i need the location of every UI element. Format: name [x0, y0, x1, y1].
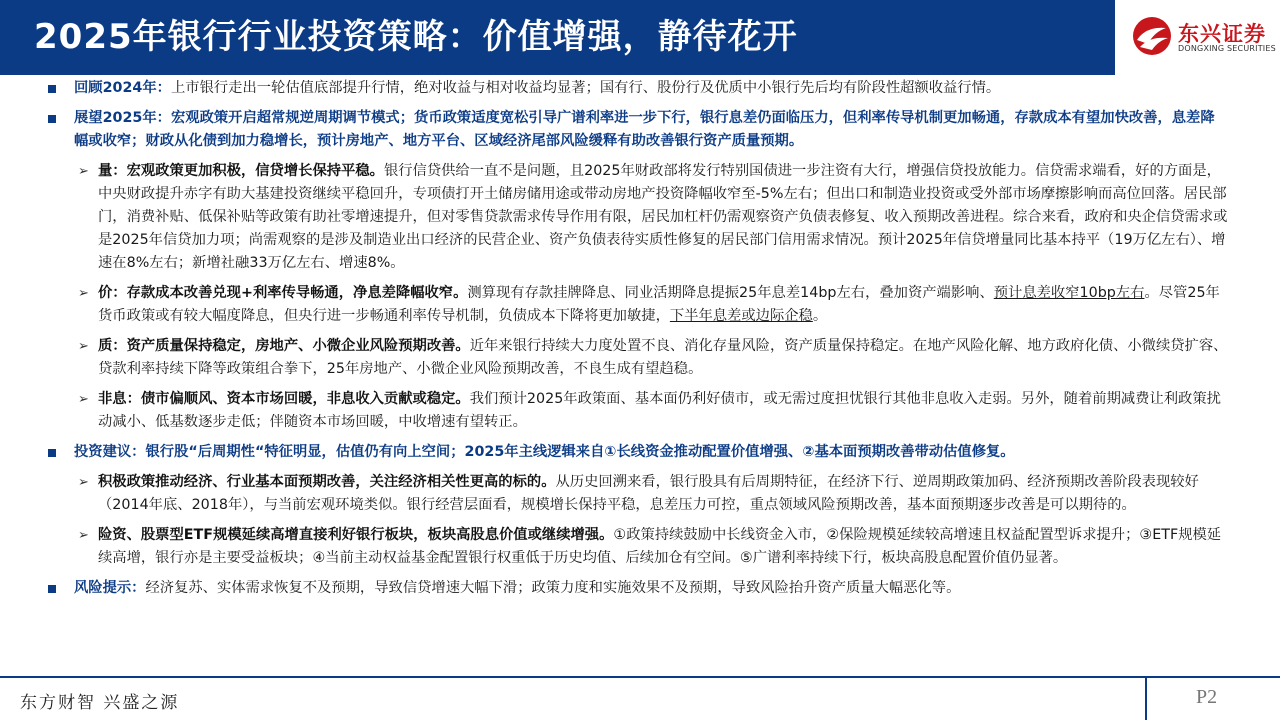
item-text: 银行信贷供给一直不是问题，且2025年财政部将发行特别国债进一步注资有大行，增强信贷投放能力。信贷需求端看，好的方面是，中央财政提升赤字有助大基建投资继续平稳回升，专项债打开土储房储用途或带动房地产投资降幅收窄至-5%左右；但出口和制造业投资或受外部市场摩擦影响而高位回落。居民部门，消费补贴、低保补贴等政策有助社零增速提升，但对零售贷款需求传导作用有限，居民加杠杆仍需观察资产负债表修复、收入预期改善进程。综合来看，政府和央企信贷需求或是2025年信贷加力项；尚需观察的是涉及制造业出口经济的民营企业、资产负债表待实质性修复的居民部门信用需求情况。预计2025年信贷增量同比基本持平（19万亿左右）、增速在8%左右；新增社融33万亿左右、增速8%。: [98, 163, 1228, 271]
advice-item-policy: [48, 471, 1228, 517]
main-content: [48, 77, 1228, 600]
advice-text: 银行股“后周期性“特征明显，估值仍有向上空间；2025年主线逻辑来自①长线资金推动配置价值增强、②基本面预期改善带动估值修复。: [145, 444, 1015, 460]
logo-name: 东兴证券: [1178, 22, 1266, 46]
item-lead: 质：资产质量保持稳定，房地产、小微企业风险预期改善。: [98, 338, 470, 354]
risk-label: 风险提示：: [74, 580, 146, 596]
arrow-bullet-icon: ➢: [78, 528, 89, 543]
section-outlook: [48, 107, 1228, 153]
square-bullet-icon: [48, 115, 56, 123]
item-text: 近年来银行持续大力度处置不良、消化存量风险，资产质量保持稳定。在地产风险化解、地方政府化债、小微续贷扩容、贷款利率持续下降等政策组合拳下，25年房地产、小微企业风险预期改善，不良生成有望趋稳。: [98, 338, 1228, 377]
logo-english: DONGXING SECURITIES: [1178, 44, 1276, 53]
arrow-bullet-icon: ➢: [78, 475, 89, 490]
item-text-underlined: 下半年息差或边际企稳: [669, 308, 813, 324]
arrow-bullet-icon: ➢: [78, 339, 89, 354]
item-text: ①政策持续鼓励中长线资金入市，②保险规模延续较高增速且权益配置型诉求提升；③ETF规模延续高增，银行亦是主要受益板块；④当前主动权益基金配置银行权重低于历史均值、后续加仓有空间。⑤广谱利率持续下行，板块高股息配置价值仍显著。: [98, 527, 1222, 566]
item-lead: 积极政策推动经济、行业基本面预期改善，关注经济相关性更高的标的。: [98, 474, 556, 490]
item-lead: 非息：债市偏顺风、资本市场回暖，非息收入贡献或稳定。: [98, 391, 470, 407]
outlook-item-noninterest: [48, 388, 1228, 434]
item-lead: 量：宏观政策更加积极，信贷增长保持平稳。: [98, 163, 384, 179]
page-title: 2025年银行行业投资策略：价值增强，静待花开: [34, 17, 798, 57]
footer-slogan: 东方财智 兴盛之源: [20, 693, 180, 713]
company-logo: [1130, 14, 1276, 62]
section-risk: [48, 577, 1228, 600]
item-lead: 险资、股票型ETF规模延续高增直接利好银行板块，板块高股息价值或继续增强。: [98, 527, 614, 543]
advice-label: 投资建议：: [74, 444, 146, 460]
square-bullet-icon: [48, 449, 56, 457]
arrow-bullet-icon: ➢: [78, 392, 89, 407]
item-lead: 价：存款成本改善兑现+利率传导畅通，净息差降幅收窄。: [98, 285, 468, 301]
square-bullet-icon: [48, 85, 56, 93]
item-text: 测算现有存款挂牌降息、同业活期降息提振25年息差14bp左右，叠加资产端影响、: [467, 285, 994, 301]
logo-mark-icon: [1132, 16, 1172, 56]
section-review: [48, 77, 1228, 100]
arrow-bullet-icon: ➢: [78, 286, 89, 301]
outlook-item-quality: [48, 335, 1228, 381]
footer-divider: [0, 676, 1280, 678]
item-text-underlined: 预计息差收窄10bp左右: [993, 285, 1145, 301]
section-advice: [48, 441, 1228, 464]
outlook-item-volume: [48, 160, 1228, 275]
footer-separator: [1145, 676, 1147, 720]
outlook-item-price: [48, 282, 1228, 328]
risk-text: 经济复苏、实体需求恢复不及预期，导致信贷增速大幅下滑；政策力度和实施效果不及预期，导致风险抬升资产质量大幅恶化等。: [145, 580, 961, 596]
review-label: 回顾2024年：: [74, 80, 171, 96]
outlook-label: 展望2025年：: [74, 110, 171, 126]
review-text: 上市银行走出一轮估值底部提升行情，绝对收益与相对收益均显著；国有行、股份行及优质中小银行先后均有阶段性超额收益行情。: [170, 80, 1001, 96]
page-number: P2: [1196, 686, 1218, 708]
header-bar: [0, 0, 1115, 75]
square-bullet-icon: [48, 585, 56, 593]
item-text: 我们预计2025年政策面、基本面仍利好债市，或无需过度担忧银行其他非息收入走弱。另外，随着前期减费让利政策扰动减小、低基数逐步走低；伴随资本市场回暖，中收增速有望转正。: [98, 391, 1221, 430]
advice-item-insurance-etf: [48, 524, 1228, 570]
outlook-text: 宏观政策开启超常规逆周期调节模式；货币政策适度宽松引导广谱利率进一步下行，银行息差仍面临压力，但利率传导机制更加畅通，存款成本有望加快改善，息差降幅或收窄；财政从化债到加力稳增长，预计房地产、地方平台、区域经济尾部风险缓释有助改善银行资产质量预期。: [74, 110, 1215, 149]
item-text: 。: [812, 308, 828, 324]
item-text: 。尽管25年货币政策或有较大幅度降息，但央行进一步畅通利率传导机制，负债成本下降将更加敏捷，: [98, 285, 1220, 324]
item-text: 从历史回溯来看，银行股具有后周期特征，在经济下行、逆周期政策加码、经济预期改善阶段表现较好（2014年底、2018年），与当前宏观环境类似。银行经营层面看，规模增长保持平稳，息差压力可控，重点领域风险预期改善，基本面预期逐步改善是可以期待的。: [98, 474, 1199, 513]
arrow-bullet-icon: ➢: [78, 164, 89, 179]
